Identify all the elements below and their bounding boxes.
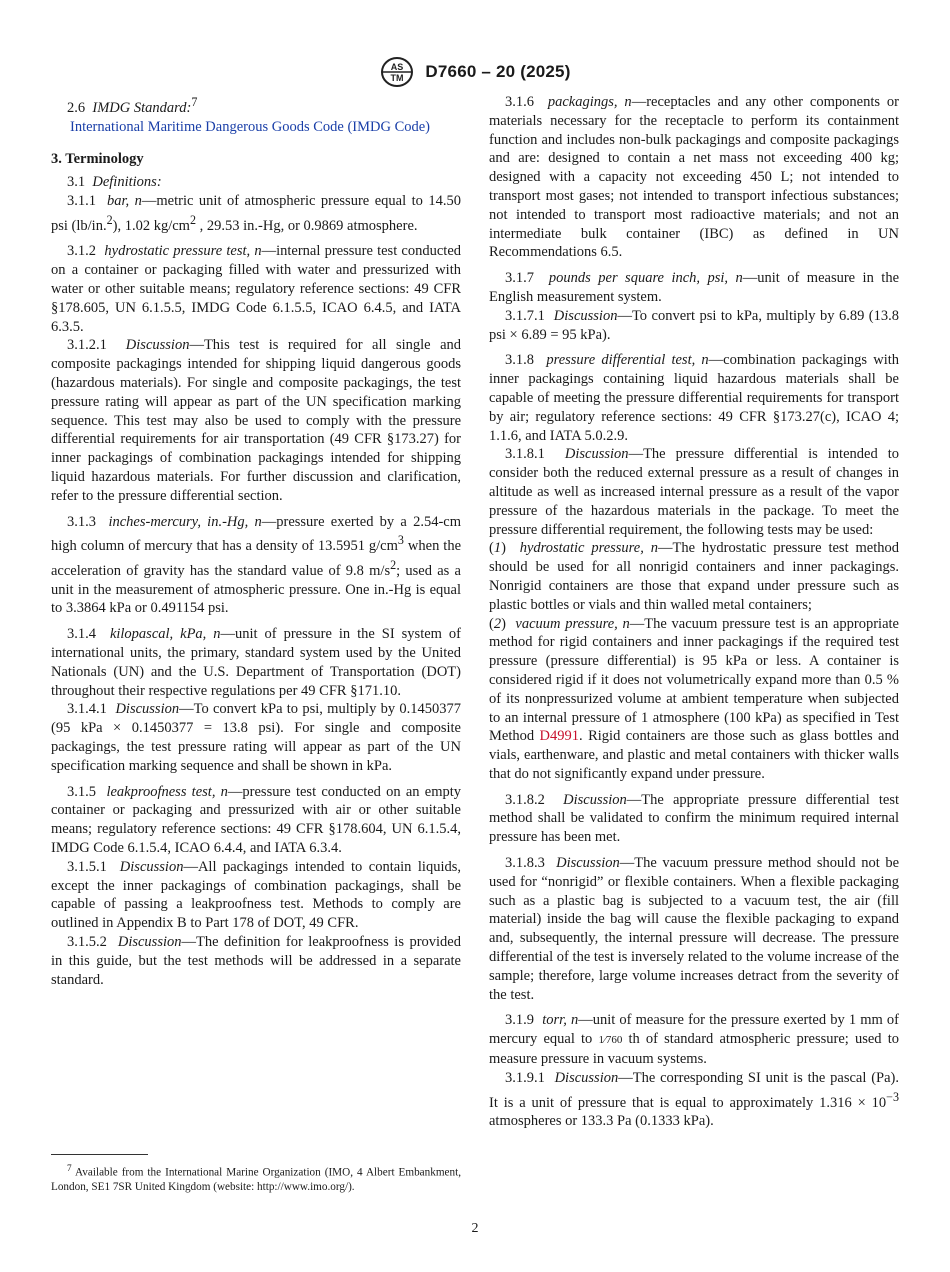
footnote-divider: [51, 1154, 148, 1155]
definition-leakproofness-test: 3.1.5 leakproofness test, n—pressure test conducted on an empty container or packaging and pressurized with air or other suitable means; regulatory reference sections: 49 CFR §178.604, UN 6.1.5.4, IMDG Code 6.1.5.4, ICAO 6.4.4, and IATA 6.3.4.: [51, 783, 462, 856]
document-title: D7660 – 20 (2025): [425, 62, 571, 81]
definition-packagings: 3.1.6 packagings, n—receptacles and any other components or materials necessary for the receptacle to perform its containment function and includes non-bulk packagings and composite packagings and are: designed to contain a net mass not exceeding 400 kg; designed with a capacity not exceeding 450 L; not intended to transport most gases; not intended to transport infectious substances; not intended to transport most radioactive materials; and not an intermediate bulk container (IBC) as defined in UN Recommendations 6.5.: [489, 94, 899, 261]
definition-kilopascal: 3.1.4 kilopascal, kPa, n—unit of pressure in the SI system of international units, the primary, standard system used by the United Nationals (UN) and the U.S. Department of Transportation (DOT) throughout their respective regulations per 49 CFR §171.10.: [51, 626, 461, 699]
discussion-3-1-5-1: 3.1.5.1 Discussion—All packagings intended to contain liquids, except the inner packagings of combination packagings, shall be capable of passing a leakproofness test. Methods to comply are outlined in Appendix B to Part 178 of DOT, 49 CFR.: [51, 858, 461, 932]
discussion-3-1-4-1: 3.1.4.1 Discussion—To convert kPa to psi, multiply by 0.1450377 (95 kPa × 0.1450377 = 13.8 psi). For single and composite packagings, the test pressure rating will appear as part of the UN specification marking sequence and shall be shown in kPa.: [51, 701, 462, 774]
discussion-3-1-8-2: 3.1.8.2 Discussion—The appropriate pressure differential test method shall be validated to confirm the minimum required internal pressure has been met.: [489, 791, 899, 846]
definition-inches-mercury: 3.1.3 inches-mercury, in.-Hg, n—pressure exerted by a 2.54-cm high column of mercury that has a density of 13.5951 $g/cm^3$ when the acceleration of gravity has the standard value of 9.8 $m/s^2$; used as a unit in the measurement of atmospheric pressure. One in.-Hg is equal to 3.3864 kPa or 0.491154 psi.: [51, 513, 462, 617]
clause-3-1: 3.1 Definitions:: [67, 174, 162, 191]
d4991-link[interactable]: D4991: [539, 728, 580, 745]
svg-text:AS: AS: [391, 62, 404, 72]
page-number: 2: [471, 1221, 479, 1236]
discussion-3-1-5-2: 3.1.5.2 Discussion—The definition for leakproofness is provided in this guide, but the test methods will be addressed in a separate standard.: [51, 933, 461, 988]
left-column: [51, 93, 461, 989]
discussion-3-1-8-1: 3.1.8.1 Discussion—The pressure differential is intended to consider both the reduced external pressure as a result of changes in altitude as well as increased internal pressure as a result of the vapor pressure of the hazardous materials in the package. To meet the pressure differential requirement, the following tests may be used:: [489, 446, 899, 538]
section-heading-terminology: 3. Terminology: [51, 151, 144, 168]
definition-psi: 3.1.7 pounds per square inch, psi, n—unit of measure in the English measurement system.: [489, 270, 900, 305]
imdg-link[interactable]: International Maritime Dangerous Goods Code (IMDG Code): [70, 118, 431, 135]
clause-2-6: 2.6 IMDG Standard:$^7$: [67, 95, 198, 116]
svg-text:TM: TM: [390, 73, 404, 83]
page-header: [0, 56, 950, 88]
list-item-vacuum-pressure: (2) vacuum pressure, n—The vacuum pressure test is an appropriate method for rigid containers and inner packagings if the required test pressure (pressure differential) is 95 kPa or less. A container is considered rigid if it does not volumetrically expand more than 0.5 % of its nonpressurized volume at ambient temperature when subjected to an internal pressure of 1 atmosphere (100 kPa) as specified in Test Method D4991. Rigid containers are those such as glass bottles and vials, earthenware, and plastic and metal containers with thicker walls that do not significantly expand under pressure.: [489, 615, 899, 782]
definition-pressure-differential-test: 3.1.8 pressure differential test, n—combination packagings with inner packagings containing liquid hazardous materials shall be capable of meeting the pressure differential requirements for transport by air; regulatory reference sections: 49 CFR §173.27(c), ICAO 4; 1.1.6, and IATA 5.0.2.9.: [489, 352, 900, 444]
definition-hydrostatic-pressure-test: 3.1.2 hydrostatic pressure test, n—internal pressure test conducted on a container or packaging filled with water and pressurized with water or other suitable means; regulatory reference sections: 49 CFR §178.605, UN 6.1.5.5, IMDG Code 6.1.5.5, ICAO 6.4.5, and IATA 6.3.5.: [51, 243, 462, 335]
right-column: [489, 93, 899, 1131]
footnote-7: $^7$ Available from the International Marine Organization (IMO, 4 Albert Embankment, London, SE1 7SR United Kingdom (website: http://www.imo.org/).: [51, 1164, 461, 1194]
discussion-3-1-7-1: 3.1.7.1 Discussion—To convert psi to kPa, multiply by 6.89 (13.8 psi × 6.89 = 95 kPa).: [489, 307, 899, 343]
list-item-hydrostatic-pressure: (1) hydrostatic pressure, n—The hydrostatic pressure test method should be used for all nonrigid containers and inner packagings. Nonrigid containers are those that expand under pressure such as plastic bottles or vials and thin walled metal containers;: [489, 540, 899, 613]
discussion-3-1-2-1: 3.1.2.1 Discussion—This test is required for all single and composite packagings intended for shipping liquid dangerous goods (hazardous materials). For single and composite packagings, the test pressure rating will appear as part of the UN specification marking sequence. This test may also be used to comply with the pressure differential requirements for air transportation (49 CFR §173.27) for inner packagings of combination packagings intended for shipping liquid hazardous materials. For further discussion and clarification, refer to the pressure differential section.: [51, 337, 462, 504]
definition-torr: 3.1.9 torr, n—unit of measure for the pressure exerted by 1 mm of mercury equal to 1⁄760 th of standard atmospheric pressure; used to measure pressure in vacuum systems.: [489, 1012, 899, 1068]
discussion-3-1-9-1: 3.1.9.1 Discussion—The corresponding SI unit is the pascal (Pa). It is a unit of pressure that is equal to approximately $1.316 \times 10^{-3}$ atmospheres or 133.3 Pa (0.1333 kPa).: [489, 1069, 900, 1130]
astm-logo-icon: [379, 56, 415, 88]
definition-bar: 3.1.1 bar, n—metric unit of atmospheric pressure equal to 14.50 psi (lb/in.$^2$), 1.02 $kg/cm^2$ , 29.53 in.-Hg, or 0.9869 atmosphere.: [51, 193, 461, 234]
discussion-3-1-8-3: 3.1.8.3 Discussion—The vacuum pressure method should not be used for “nonrigid” or flexible containers. When a flexible packaging such as a plastic bag is subjected to a vacuum test, the air (fill material) inside the bag will cause the flexible packaging to expand and, subsequently, the internal pressure will decrease. The pressure differential of the test is inversely related to the volume increase of the sample; therefore, large volume increases detract from the severity of the test.: [489, 855, 900, 1003]
